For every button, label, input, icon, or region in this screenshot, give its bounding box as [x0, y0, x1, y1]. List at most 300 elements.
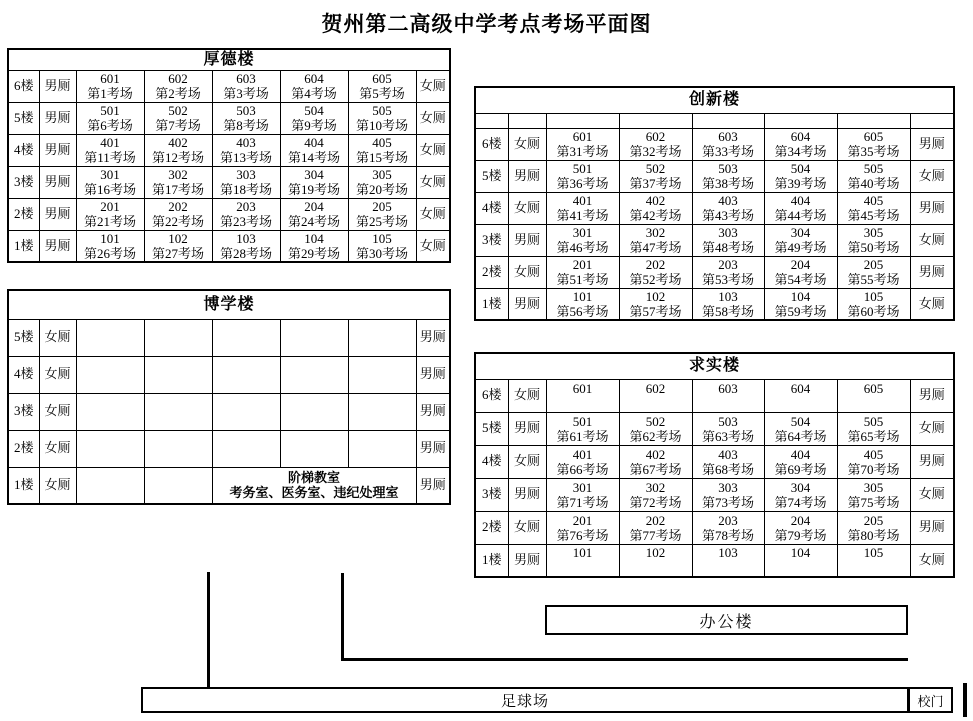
room-cell: [280, 319, 348, 356]
room-exam-label: [620, 560, 692, 575]
room-cell: [619, 192, 692, 224]
room-cell: [280, 134, 348, 166]
room-exam-label: [145, 375, 212, 390]
room-cell: [212, 102, 280, 134]
building-title-row: [8, 49, 450, 70]
room-number: 305: [863, 479, 884, 495]
room-number: 305: [863, 225, 884, 240]
toilet-cell-left: 女厕: [39, 393, 76, 430]
room-cell: [692, 412, 764, 445]
room-number: 404: [790, 193, 811, 208]
toilet-cell-left: 男厕: [39, 134, 76, 166]
building-title: 创新楼: [475, 87, 954, 113]
floor-row: [8, 393, 450, 430]
floor-row: [475, 445, 954, 478]
room-exam-label: 第22考场: [151, 214, 204, 229]
room-exam-label: 第16考场: [83, 182, 136, 197]
room-exam-label: 第54考场: [774, 272, 827, 287]
toilet-cell-left: 女厕: [39, 430, 76, 467]
room-cell: [348, 134, 416, 166]
blank-row: [475, 113, 954, 128]
room-exam-label: 第26考场: [83, 245, 136, 261]
toilet-cell-left: 男厕: [39, 102, 76, 134]
floor-row: [8, 198, 450, 230]
room-cell: [76, 319, 144, 356]
room-number: 305: [372, 167, 392, 182]
room-exam-label: [281, 375, 348, 390]
toilet-cell-left: 男厕: [39, 230, 76, 262]
room-exam-label: 第35考场: [847, 144, 900, 159]
room-number: [77, 470, 144, 485]
room-exam-label: 第28考场: [219, 245, 272, 261]
room-cell: [76, 166, 144, 198]
floor-label: 5楼: [8, 319, 39, 356]
room-cell: [546, 160, 619, 192]
room-exam-label: 第46考场: [556, 240, 609, 255]
room-exam-label: 第57考场: [629, 303, 682, 319]
room-number: 605: [863, 129, 884, 144]
toilet-cell-right: 女厕: [416, 230, 450, 262]
room-exam-label: [213, 375, 280, 390]
room-number: 401: [100, 135, 120, 150]
blank-cell: [475, 113, 508, 128]
room-exam-label: 第63考场: [701, 428, 754, 444]
floor-label: 5楼: [475, 160, 508, 192]
room-number: 205: [372, 199, 392, 214]
room-cell: [144, 230, 212, 262]
room-exam-label: 第20考场: [355, 182, 408, 197]
room-exam-label: [145, 412, 212, 427]
room-exam-label: 第21考场: [83, 214, 136, 229]
room-exam-label: 第68考场: [701, 461, 754, 477]
room-exam-label: 第42考场: [629, 208, 682, 223]
room-number: 103: [718, 545, 738, 561]
room-exam-label: 第8考场: [223, 118, 269, 133]
room-number: 102: [168, 230, 188, 246]
room-exam-label: [765, 396, 837, 411]
room-number: 502: [168, 103, 188, 118]
floor-row: [475, 379, 954, 412]
toilet-cell-right: 女厕: [416, 102, 450, 134]
room-cell: [692, 288, 764, 320]
room-number: 302: [645, 225, 666, 240]
room-cell: [280, 430, 348, 467]
room-cell: [546, 224, 619, 256]
room-number: 401: [572, 446, 593, 462]
room-cell: [619, 379, 692, 412]
building-table-houde: [7, 48, 451, 263]
room-cell: [837, 160, 910, 192]
room-number: [77, 397, 144, 412]
room-cell: [144, 356, 212, 393]
room-cell: [619, 160, 692, 192]
toilet-cell-right: 男厕: [416, 467, 450, 504]
room-exam-label: 第66考场: [556, 461, 609, 477]
room-exam-label: 第27考场: [151, 245, 204, 261]
room-exam-label: 第37考场: [629, 176, 682, 191]
room-cell: [348, 70, 416, 102]
floor-label: 4楼: [8, 356, 39, 393]
room-number: 105: [863, 545, 884, 561]
room-exam-label: 第34考场: [774, 144, 827, 159]
room-cell: [546, 478, 619, 511]
room-exam-label: 第53考场: [701, 272, 754, 287]
room-cell: [692, 224, 764, 256]
room-cell: [348, 166, 416, 198]
building-title: 厚德楼: [8, 49, 450, 70]
room-number: 104: [304, 230, 324, 246]
room-number: [77, 360, 144, 375]
room-exam-label: [838, 396, 910, 411]
room-number: 405: [863, 193, 884, 208]
room-number: 405: [372, 135, 392, 150]
gate-right-wall-line: [963, 683, 967, 717]
room-number: 101: [572, 288, 593, 304]
room-exam-label: [145, 485, 212, 500]
room-cell: [692, 192, 764, 224]
floor-label: 4楼: [475, 192, 508, 224]
toilet-cell-left: 女厕: [508, 128, 546, 160]
room-exam-label: [213, 449, 280, 464]
floor-label: 6楼: [475, 128, 508, 160]
room-cell: [348, 102, 416, 134]
room-number: 402: [645, 193, 666, 208]
room-exam-label: 第55考场: [847, 272, 900, 287]
toilet-cell-right: 男厕: [910, 445, 954, 478]
room-number: [349, 323, 416, 338]
room-number: 604: [304, 71, 324, 86]
room-number: 304: [790, 479, 811, 495]
room-number: 103: [236, 230, 256, 246]
room-exam-label: 第51考场: [556, 272, 609, 287]
room-number: 101: [572, 545, 593, 561]
floor-label: 3楼: [8, 166, 39, 198]
room-number: [77, 434, 144, 449]
room-cell: [212, 230, 280, 262]
room-number: [145, 470, 212, 485]
room-exam-label: [77, 338, 144, 353]
room-exam-label: [213, 338, 280, 353]
room-cell: [348, 198, 416, 230]
room-number: 205: [863, 512, 884, 528]
room-number: [349, 397, 416, 412]
floor-label: 1楼: [475, 544, 508, 577]
room-number: 203: [718, 512, 738, 528]
room-cell: [692, 128, 764, 160]
room-cell: [144, 430, 212, 467]
room-exam-label: 第75考场: [847, 494, 900, 510]
room-number: 204: [790, 257, 811, 272]
room-cell: [764, 412, 837, 445]
room-cell: [619, 128, 692, 160]
room-number: 603: [236, 71, 256, 86]
room-exam-label: [77, 412, 144, 427]
room-number: 601: [572, 380, 593, 396]
room-number: 503: [236, 103, 256, 118]
room-exam-label: [281, 449, 348, 464]
room-cell: [692, 160, 764, 192]
floor-label: 4楼: [475, 445, 508, 478]
room-number: 503: [718, 413, 738, 429]
room-cell: [348, 319, 416, 356]
room-number: 302: [645, 479, 666, 495]
room-cell: [144, 134, 212, 166]
toilet-cell-left: 男厕: [508, 412, 546, 445]
toilet-cell-right: 男厕: [416, 430, 450, 467]
floor-row: [475, 192, 954, 224]
room-cell: [212, 134, 280, 166]
room-exam-label: 第65考场: [847, 428, 900, 444]
floor-row: [475, 128, 954, 160]
room-exam-label: 第17考场: [151, 182, 204, 197]
room-cell: [692, 445, 764, 478]
toilet-cell-left: 女厕: [39, 356, 76, 393]
room-number: 304: [790, 225, 811, 240]
room-exam-label: 第19考场: [287, 182, 340, 197]
room-exam-label: 第6考场: [87, 118, 133, 133]
room-cell: [546, 379, 619, 412]
room-number: [213, 397, 280, 412]
room-exam-label: 第5考场: [359, 86, 405, 101]
room-number: [281, 323, 348, 338]
room-cell: [546, 288, 619, 320]
room-number: 602: [645, 380, 666, 396]
room-number: 501: [572, 413, 593, 429]
room-cell: [837, 445, 910, 478]
room-exam-label: [145, 449, 212, 464]
room-cell: [546, 445, 619, 478]
blank-cell: [546, 113, 619, 128]
room-exam-label: 第11考场: [84, 150, 136, 165]
room-exam-label: 第62考场: [629, 428, 682, 444]
room-number: 201: [572, 257, 593, 272]
room-cell: [144, 198, 212, 230]
building-title-row: [8, 290, 450, 319]
floor-row: [8, 356, 450, 393]
room-exam-label: [547, 396, 619, 411]
toilet-cell-right: 女厕: [416, 198, 450, 230]
floor-label: 1楼: [475, 288, 508, 320]
room-exam-label: 第44考场: [774, 208, 827, 223]
room-cell: [764, 192, 837, 224]
room-cell: [764, 288, 837, 320]
room-exam-label: 第39考场: [774, 176, 827, 191]
room-cell: [764, 478, 837, 511]
room-exam-label: 第50考场: [847, 240, 900, 255]
room-number: 403: [236, 135, 256, 150]
room-number: 303: [718, 479, 738, 495]
room-cell: [76, 356, 144, 393]
toilet-cell-right: 女厕: [910, 224, 954, 256]
room-number: 504: [304, 103, 324, 118]
room-exam-label: 第74考场: [774, 494, 827, 510]
room-cell: [764, 511, 837, 544]
building-title: 博学楼: [8, 290, 450, 319]
room-cell: [619, 256, 692, 288]
room-cell: [692, 544, 764, 577]
football-field-box: 足球场: [141, 687, 909, 713]
room-cell: [619, 288, 692, 320]
room-cell: [764, 379, 837, 412]
room-cell: [837, 412, 910, 445]
toilet-cell-left: 女厕: [508, 511, 546, 544]
room-cell: [144, 393, 212, 430]
room-cell: [280, 393, 348, 430]
room-number: 604: [790, 380, 811, 396]
room-cell: [619, 478, 692, 511]
room-cell: [144, 319, 212, 356]
toilet-cell-left: 女厕: [508, 192, 546, 224]
room-number: 505: [863, 413, 884, 429]
room-number: [281, 397, 348, 412]
floor-row: [8, 70, 450, 102]
room-exam-label: 第33考场: [701, 144, 754, 159]
room-cell: [212, 198, 280, 230]
room-exam-label: 第49考场: [774, 240, 827, 255]
floor-row: [8, 467, 450, 504]
room-number: 501: [572, 161, 593, 176]
room-exam-label: 第80考场: [847, 527, 900, 543]
room-cell: [546, 128, 619, 160]
room-cell: [764, 256, 837, 288]
room-cell: [144, 467, 212, 504]
floor-label: 6楼: [475, 379, 508, 412]
room-exam-label: [349, 338, 416, 353]
room-exam-label: 第15考场: [355, 150, 408, 165]
room-number: 601: [572, 129, 593, 144]
room-exam-label: 第14考场: [287, 150, 340, 165]
room-cell: [837, 511, 910, 544]
room-exam-label: 第48考场: [701, 240, 754, 255]
room-exam-label: 第18考场: [219, 182, 272, 197]
room-exam-label: 第32考场: [629, 144, 682, 159]
room-cell: [619, 445, 692, 478]
floor-row: [475, 544, 954, 577]
room-exam-label: 第72考场: [629, 494, 682, 510]
room-exam-label: [693, 396, 764, 411]
room-cell: [212, 319, 280, 356]
room-number: 304: [304, 167, 324, 182]
room-cell: [837, 288, 910, 320]
toilet-cell-right: 男厕: [910, 379, 954, 412]
room-cell: [348, 393, 416, 430]
room-cell: [212, 356, 280, 393]
room-number: 602: [645, 129, 666, 144]
room-number: [145, 434, 212, 449]
room-cell: [144, 70, 212, 102]
floor-label: 1楼: [8, 467, 39, 504]
room-number: [145, 397, 212, 412]
toilet-cell-left: 女厕: [39, 319, 76, 356]
room-cell: [546, 256, 619, 288]
floor-row: [475, 412, 954, 445]
room-exam-label: 第4考场: [291, 86, 337, 101]
toilet-cell-right: 男厕: [910, 256, 954, 288]
toilet-cell-left: 男厕: [508, 288, 546, 320]
room-number: 201: [572, 512, 593, 528]
room-number: [213, 360, 280, 375]
room-number: 504: [790, 413, 811, 429]
room-cell: [546, 511, 619, 544]
room-number: 105: [863, 288, 884, 304]
room-exam-label: 第79考场: [774, 527, 827, 543]
room-number: [213, 323, 280, 338]
room-number: 203: [236, 199, 256, 214]
room-cell: [837, 128, 910, 160]
room-exam-label: 第3考场: [223, 86, 269, 101]
room-exam-label: 第45考场: [847, 208, 900, 223]
room-number: 203: [718, 257, 738, 272]
floor-label: 4楼: [8, 134, 39, 166]
room-exam-label: [349, 449, 416, 464]
room-number: 103: [718, 288, 738, 304]
room-cell: [348, 430, 416, 467]
room-cell: [76, 198, 144, 230]
room-cell: [764, 128, 837, 160]
floor-row: [8, 134, 450, 166]
toilet-cell-right: 女厕: [910, 288, 954, 320]
room-exam-label: [281, 412, 348, 427]
room-cell: [76, 70, 144, 102]
stair-classroom-line: 阶梯教室: [287, 470, 340, 486]
room-exam-label: 第24考场: [287, 214, 340, 229]
room-exam-label: 第1考场: [87, 86, 133, 101]
room-exam-label: [547, 560, 619, 575]
toilet-cell-right: 女厕: [910, 478, 954, 511]
toilet-cell-left: 男厕: [39, 166, 76, 198]
room-number: 405: [863, 446, 884, 462]
room-exam-label: 第69考场: [774, 461, 827, 477]
room-number: [281, 360, 348, 375]
blank-cell: [764, 113, 837, 128]
floor-label: 1楼: [8, 230, 39, 262]
toilet-cell-right: 女厕: [416, 166, 450, 198]
room-cell: [280, 102, 348, 134]
room-number: 102: [645, 545, 666, 561]
room-exam-label: 第71考场: [556, 494, 609, 510]
floor-label: 2楼: [475, 511, 508, 544]
room-number: 403: [718, 193, 738, 208]
office-building-box: 办公楼: [545, 605, 908, 635]
room-exam-label: 第12考场: [151, 150, 204, 165]
room-exam-label: 第40考场: [847, 176, 900, 191]
room-exam-label: [765, 560, 837, 575]
room-exam-label: [145, 338, 212, 353]
room-number: 104: [790, 545, 811, 561]
room-exam-label: 第36考场: [556, 176, 609, 191]
room-exam-label: 第76考场: [556, 527, 609, 543]
room-exam-label: 第59考场: [774, 303, 827, 319]
room-exam-label: 第70考场: [847, 461, 900, 477]
toilet-cell-left: 男厕: [508, 478, 546, 511]
room-cell: [546, 412, 619, 445]
room-number: 505: [863, 161, 884, 176]
toilet-cell-left: 女厕: [508, 256, 546, 288]
room-exam-label: 第29考场: [287, 245, 340, 261]
room-exam-label: 第31考场: [556, 144, 609, 159]
floor-row: [475, 288, 954, 320]
room-number: 502: [645, 161, 666, 176]
building-table-boxue: [7, 289, 451, 505]
room-cell: [764, 224, 837, 256]
room-cell: [280, 356, 348, 393]
toilet-cell-right: 男厕: [416, 356, 450, 393]
room-number: 204: [790, 512, 811, 528]
room-cell: [837, 544, 910, 577]
room-exam-label: [213, 412, 280, 427]
room-number: 404: [304, 135, 324, 150]
room-exam-label: 第23考场: [219, 214, 272, 229]
